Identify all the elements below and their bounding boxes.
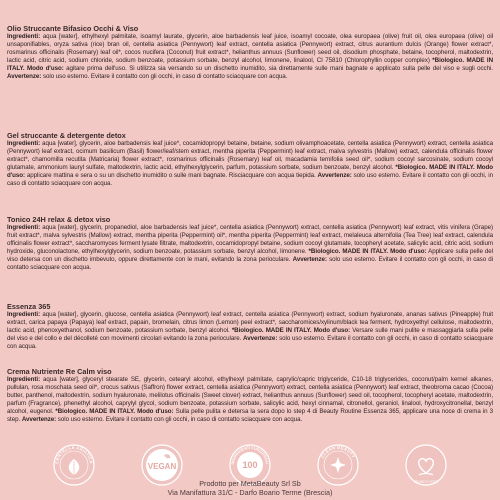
product-body [7, 140, 493, 188]
bio-note: *Biologico. MADE IN ITALY. Modo d'uso: [231, 326, 351, 334]
warning-label: Avvertenze: [21, 415, 57, 423]
bio-note: *Biologico. MADE IN ITALY. Modo d'uso: [7, 163, 493, 179]
product-section [7, 302, 493, 351]
footer-producer: Prodotto per MetaBeauty Srl Sb [199, 479, 301, 488]
ingredients-label: Ingredienti: [7, 140, 41, 147]
badge-label: CRUELTY FREE [414, 480, 438, 484]
badge-label: VEGAN [147, 462, 177, 471]
product-section [7, 367, 493, 424]
ingredients-text: aqua [water], glyceryl stearate SE, glycerin, cetearyl alcohol, ethylhexyl palmitate, caprylic/capric triglyceride, C10-18 triglycerides, coconut/palm kernel alkanes, pullulan, rosa moschata seed oil*, crocus sativus (Saffron) flower extract, centella asiatica (Pennywort) extract, centella asiatica (Pennywort) leaf extract, theobroma cacao (Cocoa) butter, panthenol, maltodextrin, sodium hyaluronate, melilotus officinalis (Sweet clover) extract, helianthus annuus (Sunflower) seed oil, tocopherol, tocopheryl acetate, maltodextrin, parfum (Fragrance), phenethyl alcohol, caprylyl glycol, sodium benzoate, potassium sorbate, salicylic acid, hexyl cinnamal, citronellol, geraniol, linalool, hydroxycitronellal, benzyl alcohol, eugenol. [7, 376, 493, 415]
warning-label: Avvertenze: [292, 255, 327, 263]
warning-text: solo uso esterno. Evitare il contatto con gli occhi, in caso di contatto sciacquare con acqua. [7, 171, 493, 187]
ingredients-text: aqua [water], glycerin, glucose, centella asiatica (Pennywort) leaf extract, centella asiatica (Pennywort) extract, sodium hyaluronate, ananas sativus (Pineapple) fruit extract, carica papaya (Papaya) leaf extract, papain, bromelain, citrus limon (Lemon) peel extract*, saccharomices/xylinum/black tea ferment, hydroxyethyl cellulose, maltodextrin, lactic acid, phenoxyethanol, sodium benzoate, potassium sorbate, benzyl alcohol. [7, 311, 493, 334]
warning-text: solo uso esterno. Evitare il contatto con gli occhi, in caso di contatto sciacquare con acqua. [41, 72, 288, 80]
ingredients-label: Ingredienti: [7, 376, 41, 383]
ingredients-text: aqua [water], glycerin, aloe barbadensis leaf juice*, cocamidopropyl betaine, betaine, sodium olivamphoacetate, centella asiatica (Pennywort) extract, centella asiatica (Pennywort) leaf extract, ocimum basilicum (Basil) flower/leaf/stem extract, mentha piperita (Peppermint) leaf extract, malva sylvestris (Mallow) extract, calendula officinalis flower extract*, chamomilla recutita (Matricaria) flower extract*, rosmarinus officinalis (Rosemary) leaf oil, macadamia ternifolia seed oil*, sodium cocoyl sarcosinate, sodium cocoyl glutamate, ammonium lauryl sulfate, maltodextrin, lactic acid, ethylhexylglycerin, parfum, potassium sorbate, sodium benzoate, benzyl alcohol. [7, 140, 493, 171]
svg-text:100: 100 [242, 460, 258, 470]
bio-note: *Biologico. MADE IN ITALY. Modo d'uso: [308, 247, 427, 255]
warning-label: Avvertenze: [243, 334, 278, 342]
product-section [7, 131, 493, 188]
usage-text: Applicare sulla pelle del viso detersa con un dischetto imbevuto, oppure direttamente con le mani, evitando la zona perioculare. [7, 247, 493, 263]
product-section [7, 24, 493, 81]
usage-text: agitare prima dell'uso. Si utilizza sia versando su un dischetto inumidito, sia direttamente sulle mani bagnate e applicato sulla pelle del viso e sugli occhi. [63, 64, 493, 72]
product-body [7, 376, 493, 424]
warning-text: solo uso esterno. Evitare il contatto con gli occhi, in caso di contatto sciacquare con acqua. [7, 334, 493, 350]
warning-label: Avvertenze: [317, 171, 352, 179]
product-body [7, 224, 493, 272]
product-title: Tonico 24H relax & detox viso [7, 215, 111, 224]
ingredients-label: Ingredienti: [7, 33, 41, 40]
warning-text: solo uso esterno. Evitare il contatto con gli occhi, in caso di contatto sciacquare con acqua. [7, 255, 493, 271]
badge-label: INGREDIENTI FUNZIONALI [231, 445, 269, 465]
bio-note: *Biologico. MADE IN ITALY. Modo d'uso: [55, 407, 174, 415]
bio-note: *Biologico. MADE IN ITALY. Modo d'uso: [7, 56, 493, 72]
product-title: Crema Nutriente Re Calm viso [7, 367, 112, 376]
warning-text: solo uso esterno. Evitare il contatto con gli occhi, in caso di contatto sciacquare con acqua. [56, 415, 303, 423]
ingredients-label: Ingredienti: [7, 224, 41, 231]
ingredients-text: aqua [water], ethylhexyl palmitate, isoamyl laurate, glycerin, aloe barbadensis leaf juice, isoamyl cocoate, olea europaea (olive) fruit oil, olea europaea (olive) oil unsaponifiables, oryza sativa (rice) bran oil, centella asiatica (Pennywort) leaf extract, centella asiatica (Pennywort) extract, citrus aurantium dulcis (Orange) flower extract*, rosmarinus officinalis (Rosemary) leaf oil*, cocos nucifera (Coconut) fruit extract*, helianthus annuus (Sunflower) seed oil, disodium phosphate, betaine, tocopherol, maltodextrin, lactic acid, citric acid, sodium chloride, sodium benzoate, potassium sorbate, benzyl alcohol, limonene, linalool, CI 75810 (Chlorophyllin copper complex) [7, 33, 493, 64]
product-section [7, 215, 493, 272]
ingredients-text: aqua [water], glycerin, propanediol, aloe barbadensis leaf juice*, centella asiatica (Pennywort) extract, centella asiatica (Pennywort) leaf extract, vitis vinifera (Grape) fruit extract*, malva sylvestris (Mallow) extract, mentha piperita (Peppermint) oil*, mentha piperita (Peppermint) leaf extract, melaleuca alternifolia (Tea Tree) leaf extract, calendula officinalis flower extract*, saccharomyces ferment lysate filtrate, maltodextrin, cocamidopropyl betaine, sodium cocoyl glutamate, tocopheryl acetate, salicylic acid, citric acid, sodium hydroxide, gluconolactone, ethylhexylglycerin, sodium benzoate, potassium sorbate, benzyl alcohol, limonene. [7, 224, 493, 255]
usage-text: Sulla pelle pulita e detersa la sera dopo lo step 4 di Beauty Routine Essenza 365, applicare una noce di crema in 3 step. [7, 407, 493, 423]
product-title: Olio Struccante Bifasico Occhi & Viso [7, 24, 139, 33]
usage-text: Versare sulle mani pulite e massaggiarla sulla pelle del viso e del collo e del décolleté con movimenti circolari evitando la zona perioculare. [7, 326, 493, 342]
footer-address: Via Manifattura 31/C - Darfo Boario Terme (Brescia) [167, 488, 333, 497]
badge-label: CLEAN BEAUTY [319, 444, 357, 459]
warning-label: Avvertenze: [7, 72, 42, 80]
usage-text: applicare mattina e sera o su un dischetto inumidito o sulle mani bagnate. Risciacquare con acqua tiepida. [25, 171, 318, 179]
badge-label: CENTELLA ASIATICA [54, 444, 94, 465]
ingredients-label: Ingredienti: [7, 311, 41, 318]
product-title: Gel struccante & detergente detox [7, 131, 126, 140]
product-body [7, 311, 493, 351]
product-title: Essenza 365 [7, 302, 51, 311]
product-body [7, 33, 493, 81]
